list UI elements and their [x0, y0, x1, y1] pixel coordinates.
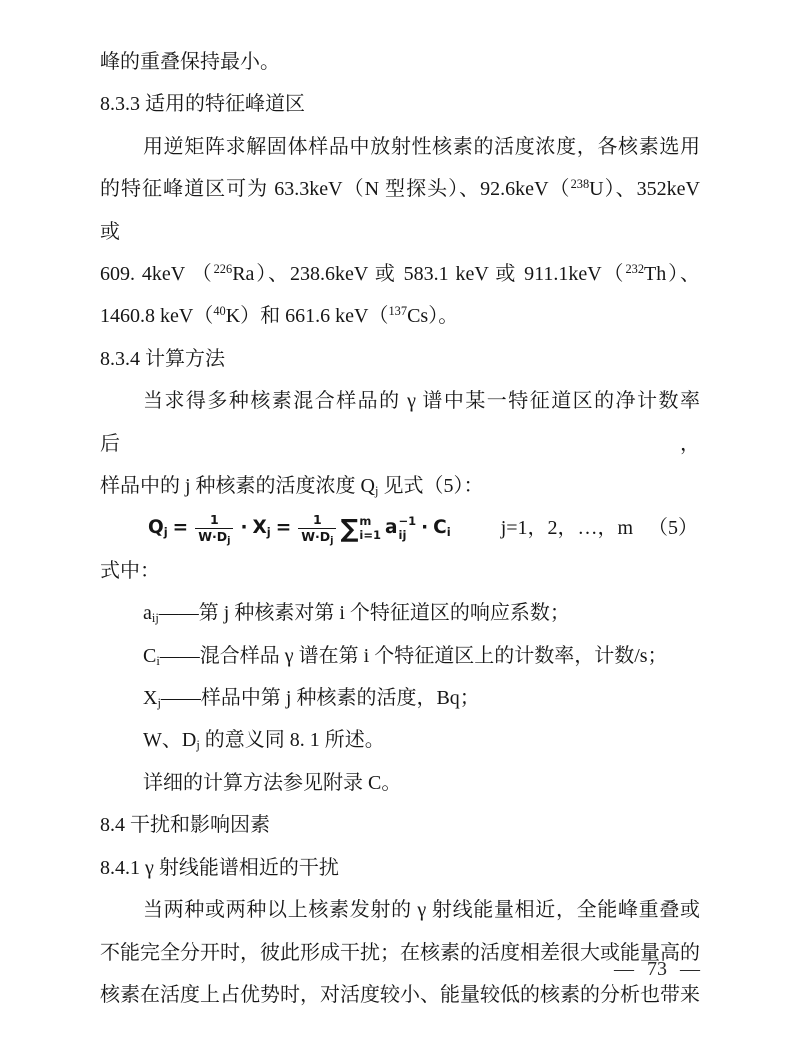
formula-line — [100, 507, 700, 549]
paragraph-line: 1460.8 keV（$^{40}$K）和 661.6 keV（$^{137}$Cs）。 — [100, 304, 459, 328]
definition-line: $C_i——$混合样品 γ 谱在第 i 个特征道区上的计数率，计数/s； — [143, 644, 668, 668]
section-heading: 8.4.1 γ 射线能谱相近的干扰 — [100, 856, 339, 879]
page-number: 73 — [647, 958, 667, 980]
formula-number: （5） — [648, 517, 698, 540]
footer-dash: — — [614, 958, 634, 980]
paragraph-line: 峰的重叠保持最小。 — [100, 51, 280, 73]
document-page — [100, 41, 700, 1016]
paragraph-line: 式中： — [100, 559, 160, 582]
section-heading: 8.3.4 计算方法 — [100, 347, 225, 370]
fraction: $\frac{1}{W\cdot D_j}$ — [298, 512, 336, 544]
formula: $Q_j$ = $\frac{1}{W\cdot D_j}$ · $X_j$ = $\frac{1}{W\cdot D_j}$ ∑ m i=1 a −1 ij · $C_i$ — [148, 512, 451, 547]
definition-line: $a_{ij}——$第 j 种核素对第 i 个特征道区的响应系数； — [143, 602, 570, 626]
paragraph-line: 核素在活度上占优势时，对活度较小、能量较低的核素的分析也带来 — [100, 983, 700, 1006]
paragraph-line: 的特征峰道区可为 63.3keV（N 型探头）、92.6keV（$^{238}$U）、352keV 或 — [100, 177, 700, 243]
paragraph-line: 609. 4keV （$^{226}$Ra）、238.6keV 或 583.1 keV 或 911.1keV（$^{232}$Th）、 — [100, 262, 701, 286]
section-heading: 8.4 干扰和影响因素 — [100, 814, 270, 837]
paragraph-line: 当求得多种核素混合样品的 γ 谱中某一特征道区的净计数率后， — [100, 390, 700, 455]
definition-line: W、$D_j$ 的意义同 8. 1 所述。 — [143, 729, 385, 753]
paragraph-line: 详细的计算方法参见附录 C。 — [143, 771, 402, 794]
formula-condition: j=1，2，…，m — [500, 517, 634, 540]
section-heading: 8.3.3 适用的特征峰道区 — [100, 93, 305, 116]
sum-symbol: ∑ — [340, 513, 359, 543]
page-footer — [100, 958, 700, 981]
paragraph-line: 当两种或两种以上核素发射的 γ 射线能量相近，全能峰重叠或 — [143, 899, 700, 922]
definition-line: $X_j——$样品中第 j 种核素的活度，Bq； — [143, 687, 480, 711]
paragraph-line: 不能完全分开时，彼此形成干扰；在核素的活度相差很大或能量高的 — [100, 941, 700, 964]
paragraph-line: 用逆矩阵求解固体样品中放射性核素的活度浓度，各核素选用 — [143, 135, 700, 158]
fraction: $\frac{1}{W\cdot D_j}$ — [195, 512, 233, 544]
footer-dash: — — [680, 958, 700, 980]
paragraph-line: 样品中的 j 种核素的活度浓度 $Q_j$ 见式（5）： — [100, 475, 484, 499]
